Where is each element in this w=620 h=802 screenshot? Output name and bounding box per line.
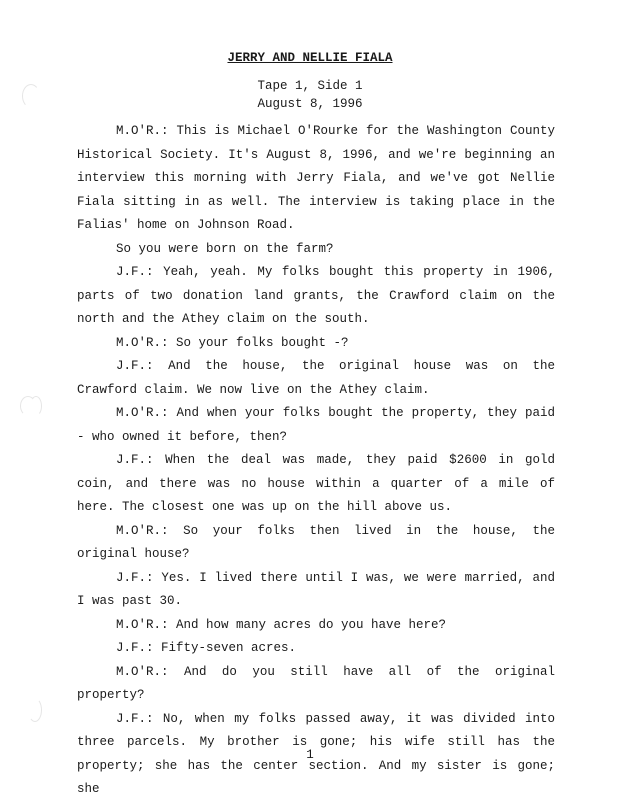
transcript-paragraph: M.O'R.: This is Michael O'Rourke for the Washington County Historical Society. It's August 8, 1996, and we're beginning an interview this morning with Jerry Fiala, and we've got Nellie Fiala sitting in as well. The interview is taking place in the Falias' home on Johnson Road. bbox=[77, 124, 555, 232]
page-number: 1 bbox=[306, 748, 314, 762]
interview-date: August 8, 1996 bbox=[257, 97, 363, 111]
transcript-paragraph: J.F.: Yes. I lived there until I was, we were married, and I was past 30. bbox=[77, 570, 555, 608]
scan-mark bbox=[30, 396, 42, 416]
transcript-paragraph: M.O'R.: And when your folks bought the property, they paid - who owned it before, then? bbox=[77, 406, 555, 444]
transcript-paragraph: M.O'R.: So your folks bought -? bbox=[116, 335, 349, 350]
transcript-paragraph: J.F.: Fifty-seven acres. bbox=[116, 641, 297, 655]
transcript-paragraph: So you were born on the farm? bbox=[116, 241, 334, 256]
document-title: JERRY AND NELLIE FIALA bbox=[227, 51, 393, 65]
transcript-paragraph: J.F.: And the house, the original house was on the Crawford claim. We now live on the Athey claim. bbox=[77, 359, 555, 397]
transcript-body bbox=[77, 120, 555, 802]
transcript-paragraph: J.F.: No, when my folks passed away, it was divided into three parcels. My brother is gone; his wife still has the property; she has the center section. And my sister is gone; she bbox=[77, 711, 555, 796]
transcript-paragraph: M.O'R.: And do you still have all of the original property? bbox=[77, 664, 555, 702]
transcript-paragraph: J.F.: Yeah, yeah. My folks bought this property in 1906, parts of two donation land grants, the Crawford claim on the north and the Athey claim on the south. bbox=[77, 265, 555, 326]
transcript-paragraph: M.O'R.: So your folks then lived in the house, the original house? bbox=[77, 523, 555, 561]
tape-label: Tape 1, Side 1 bbox=[257, 79, 363, 93]
scan-mark bbox=[28, 698, 42, 722]
transcript-paragraph: M.O'R.: And how many acres do you have here? bbox=[116, 617, 447, 632]
transcript-paragraph: J.F.: When the deal was made, they paid $2600 in gold coin, and there was no house within a quarter of a mile of here. The closest one was up on the hill above us. bbox=[77, 453, 555, 514]
